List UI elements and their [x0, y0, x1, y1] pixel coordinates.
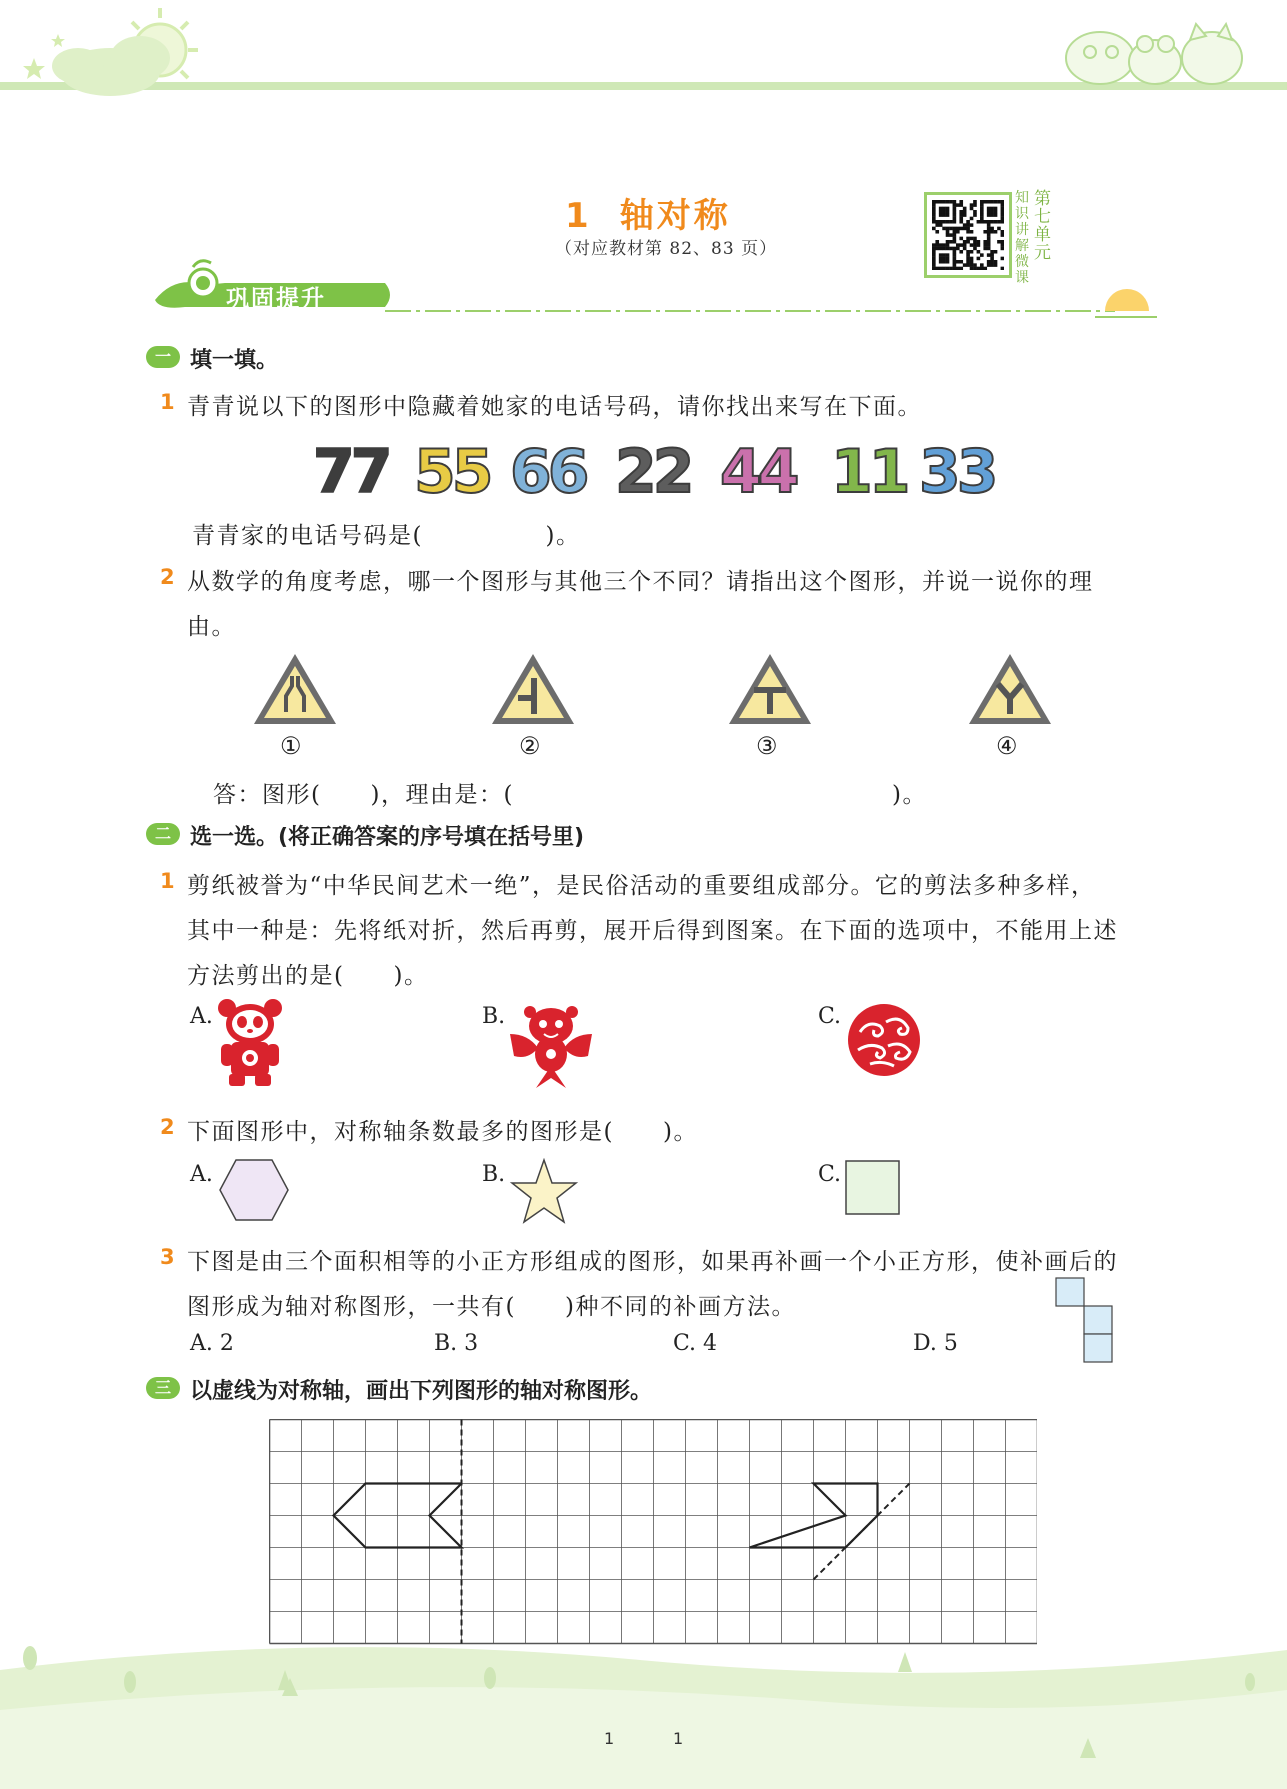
question-text-cont: 其中一种是：先将纸对折，然后再剪，展开后得到图案。在下面的选项中，不能用上述 [187, 918, 1118, 944]
sunset-icon [1095, 289, 1157, 317]
option-a-label: A. [190, 1162, 213, 1187]
figure-label-3: ③ [756, 732, 778, 760]
question-text: 从数学的角度考虑，哪一个图形与其他三个不同？请指出这个图形，并说一说你的理 [187, 569, 1094, 595]
option-d: D. 5 [913, 1331, 958, 1356]
option-b-label: B. [482, 1162, 506, 1187]
question-text: 下图是由三个面积相等的小正方形组成的图形，如果再补画一个小正方形，使补画后的 [187, 1249, 1118, 1275]
page-number: 1 [604, 1729, 615, 1748]
unit-label: 第七单元 [1034, 189, 1051, 263]
digit-figure: 44 [720, 437, 796, 507]
title-number: 1 [565, 196, 589, 236]
option-b: B. 3 [434, 1331, 479, 1356]
question-number: 1 [160, 390, 175, 414]
question-text: 剪纸被誉为“中华民间艺术一绝”，是民俗活动的重要组成部分。它的剪法多种多样， [187, 873, 1096, 899]
figure-label-2: ② [519, 732, 541, 760]
banner-label: 巩固提升 [226, 286, 326, 312]
road-sign-1 [254, 654, 336, 724]
digit-figure: 11 [831, 437, 907, 507]
figure-label-4: ④ [996, 732, 1018, 760]
animal-friends-icon [1066, 24, 1242, 84]
digit-figure: 22 [615, 437, 691, 507]
question-text-cont: 由。 [187, 614, 236, 640]
answer-line: 青青家的电话号码是( )。 [192, 523, 581, 549]
page-subtitle: （对应教材第 82、83 页） [555, 239, 778, 259]
digit-figure: 55 [414, 437, 490, 507]
title-text: 轴对称 [619, 196, 731, 236]
option-a-label: A. [190, 1004, 213, 1029]
panda-papercut-icon [215, 998, 285, 1090]
section-badge-1: 一 [146, 346, 180, 368]
answer-line: 答：图形( )，理由是：( [213, 782, 514, 808]
question-text: 下面图形中，对称轴条数最多的图形是( )。 [187, 1119, 698, 1145]
section-badge-3: 三 [146, 1377, 180, 1399]
page-number-b: 1 [673, 1729, 684, 1748]
square-shape [845, 1160, 901, 1216]
digit-figure: 66 [510, 437, 586, 507]
road-sign-3 [729, 654, 811, 724]
micro-lesson-label: 知识讲解微课 [1015, 190, 1029, 286]
top-decoration [0, 0, 1287, 130]
bottom-landscape-decoration [0, 1630, 1287, 1789]
cloud-pattern-papercut-icon [846, 1002, 922, 1078]
page-title [565, 188, 731, 237]
star-shape [509, 1158, 579, 1224]
figure-label-1: ① [280, 732, 302, 760]
question-text: 青青说以下的图形中隐藏着她家的电话号码，请你找出来写在下面。 [187, 394, 922, 420]
question-number: 2 [160, 565, 175, 589]
three-squares-figure [1055, 1277, 1115, 1365]
answer-line-end: )。 [892, 782, 927, 808]
digit-figures [313, 437, 1003, 510]
digit-figure: 77 [313, 437, 389, 507]
drawing-grid[interactable] [269, 1419, 1037, 1645]
section-badge-2: 二 [146, 823, 180, 845]
road-sign-2 [492, 654, 574, 724]
goldfish-papercut-icon [508, 1004, 594, 1090]
hexagon-shape [218, 1158, 290, 1222]
question-number: 2 [160, 1115, 175, 1139]
section-title-1: 填一填。 [190, 348, 279, 373]
question-text-cont: 方法剪出的是( )。 [187, 963, 429, 989]
section-title-3: 以虚线为对称轴，画出下列图形的轴对称图形。 [190, 1379, 653, 1404]
question-number: 1 [160, 869, 175, 893]
road-signs [240, 650, 1080, 730]
section-title-2: 选一选。(将正确答案的序号填在括号里) [190, 825, 585, 850]
option-c-label: C. [818, 1004, 842, 1029]
option-c: C. 4 [673, 1331, 718, 1356]
question-text-cont: 图形成为轴对称图形，一共有( )种不同的补画方法。 [187, 1294, 796, 1320]
road-sign-4 [969, 654, 1051, 724]
option-b-label: B. [482, 1004, 506, 1029]
option-c-label: C. [818, 1162, 842, 1187]
option-a: A. 2 [190, 1331, 234, 1356]
question-number: 3 [160, 1245, 175, 1269]
digit-figure: 33 [919, 437, 995, 507]
